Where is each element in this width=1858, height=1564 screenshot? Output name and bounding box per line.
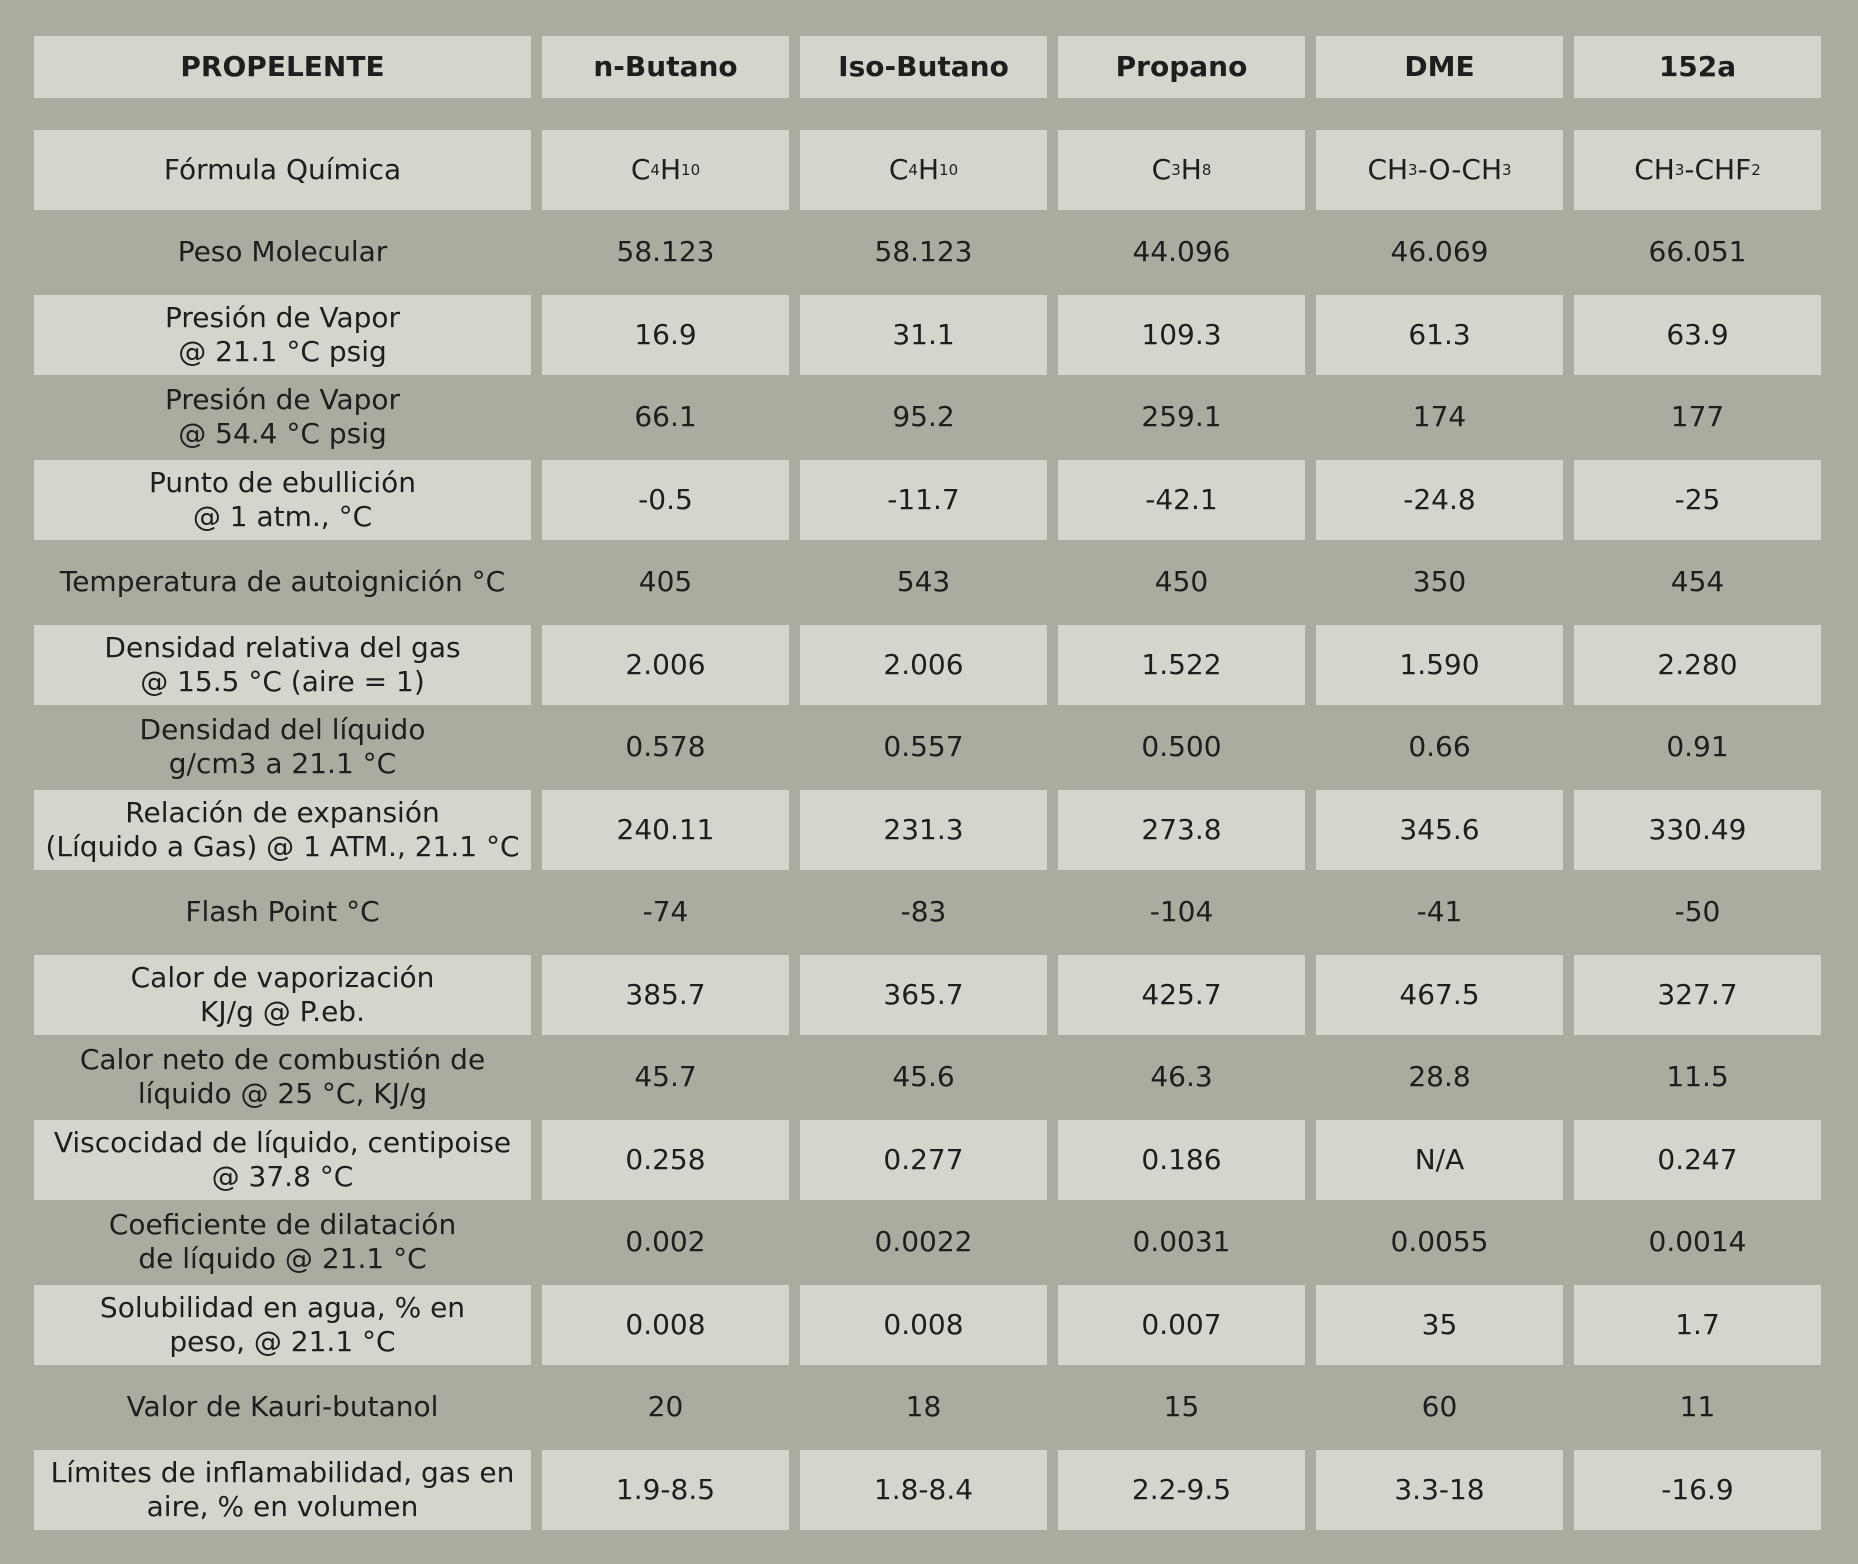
formula-text: C	[1151, 153, 1172, 187]
table-row	[34, 625, 1821, 705]
row-label: Punto de ebullición @ 1 atm., °C	[34, 460, 531, 540]
value-cell: 385.7	[542, 955, 789, 1035]
value-cell: 0.0055	[1390, 1225, 1489, 1259]
value-cell: 0.0022	[874, 1225, 973, 1259]
value-cell: 45.6	[892, 1060, 955, 1094]
value-cell: 2.280	[1574, 625, 1821, 705]
value-cell: 2.2-9.5	[1058, 1450, 1305, 1530]
header-propano: Propano	[1058, 36, 1305, 98]
row-label: Viscocidad de líquido, centipoise @ 37.8 °C	[34, 1120, 531, 1200]
formula-text: -O-CH	[1417, 153, 1503, 187]
header-152a: 152a	[1574, 36, 1821, 98]
formula-text: H	[659, 153, 682, 187]
value-cell: 345.6	[1316, 790, 1563, 870]
value-cell: 1.9-8.5	[542, 1450, 789, 1530]
value-cell: 0.277	[800, 1120, 1047, 1200]
table-row	[34, 955, 1821, 1035]
value-cell: -83	[900, 895, 947, 929]
value-cell: -0.5	[542, 460, 789, 540]
table-row	[34, 707, 1821, 787]
row-label: Relación de expansión (Líquido a Gas) @ 1 ATM., 21.1 °C	[34, 790, 531, 870]
row-label: Temperatura de autoignición °C	[59, 565, 506, 599]
value-cell: 58.123	[616, 235, 715, 269]
value-cell: 1.522	[1058, 625, 1305, 705]
row-label: Presión de Vapor @ 54.4 °C psig	[164, 383, 401, 450]
value-cell: 31.1	[800, 295, 1047, 375]
formula-text: CH	[1367, 153, 1409, 187]
value-cell: 1.8-8.4	[800, 1450, 1047, 1530]
formula-text: CH	[1634, 153, 1675, 187]
row-label: Calor de vaporización KJ/g @ P.eb.	[34, 955, 531, 1035]
value-cell: -24.8	[1316, 460, 1563, 540]
value-cell: 327.7	[1574, 955, 1821, 1035]
value-cell: -104	[1149, 895, 1214, 929]
value-cell: 0.66	[1408, 730, 1471, 764]
formula-cell: C 4 H 10	[542, 130, 789, 210]
value-cell: 3.3-18	[1316, 1450, 1563, 1530]
value-cell: 18	[905, 1390, 942, 1424]
value-cell: N/A	[1316, 1120, 1563, 1200]
formula-text: -CHF	[1684, 153, 1752, 187]
value-cell: 2.006	[800, 625, 1047, 705]
value-cell: 543	[896, 565, 951, 599]
table-row	[34, 1202, 1821, 1282]
table-row	[34, 212, 1821, 292]
value-cell: 66.051	[1648, 235, 1747, 269]
row-label: Valor de Kauri-butanol	[126, 1390, 439, 1424]
row-label: Peso Molecular	[177, 235, 388, 269]
value-cell: 259.1	[1141, 400, 1222, 434]
value-cell: 350	[1412, 565, 1467, 599]
table-row	[34, 790, 1821, 870]
value-cell: 28.8	[1408, 1060, 1471, 1094]
value-cell: -11.7	[800, 460, 1047, 540]
formula-cell: C 4 H 10	[800, 130, 1047, 210]
value-cell: 231.3	[800, 790, 1047, 870]
value-cell: 450	[1154, 565, 1209, 599]
table-row	[34, 1450, 1821, 1530]
value-cell: 44.096	[1132, 235, 1231, 269]
value-cell: 454	[1670, 565, 1725, 599]
row-label: Solubilidad en agua, % en peso, @ 21.1 °C	[34, 1285, 531, 1365]
value-cell: 11	[1679, 1390, 1716, 1424]
value-cell: 95.2	[892, 400, 955, 434]
value-cell: 0.008	[542, 1285, 789, 1365]
value-cell: 15	[1163, 1390, 1200, 1424]
value-cell: 0.0031	[1132, 1225, 1231, 1259]
value-cell: 63.9	[1574, 295, 1821, 375]
value-cell: 0.91	[1666, 730, 1729, 764]
value-cell: -16.9	[1574, 1450, 1821, 1530]
value-cell: 0.007	[1058, 1285, 1305, 1365]
value-cell: 405	[638, 565, 693, 599]
value-cell: 330.49	[1574, 790, 1821, 870]
value-cell: 240.11	[542, 790, 789, 870]
row-label: Coeficiente de dilatación de líquido @ 21.1 °C	[108, 1208, 457, 1275]
value-cell: -50	[1674, 895, 1721, 929]
value-cell: 0.002	[625, 1225, 706, 1259]
table-row	[34, 1367, 1821, 1447]
row-label: Densidad relativa del gas @ 15.5 °C (aire = 1)	[34, 625, 531, 705]
table-row	[34, 542, 1821, 622]
value-cell: 0.258	[542, 1120, 789, 1200]
formula-cell: CH 3 -O-CH 3	[1316, 130, 1563, 210]
value-cell: 46.3	[1150, 1060, 1213, 1094]
value-cell: 66.1	[634, 400, 697, 434]
header-propelente: PROPELENTE	[34, 36, 531, 98]
value-cell: 467.5	[1316, 955, 1563, 1035]
value-cell: 177	[1670, 400, 1725, 434]
header-n-butano: n-Butano	[542, 36, 789, 98]
value-cell: 2.006	[542, 625, 789, 705]
value-cell: 16.9	[542, 295, 789, 375]
value-cell: 0.578	[625, 730, 706, 764]
value-cell: 273.8	[1058, 790, 1305, 870]
header-dme: DME	[1316, 36, 1563, 98]
table-row	[34, 377, 1821, 457]
value-cell: 0.247	[1574, 1120, 1821, 1200]
value-cell: 11.5	[1666, 1060, 1729, 1094]
formula-text: C	[888, 153, 909, 187]
value-cell: 109.3	[1058, 295, 1305, 375]
value-cell: 425.7	[1058, 955, 1305, 1035]
value-cell: 20	[647, 1390, 684, 1424]
value-cell: 60	[1421, 1390, 1458, 1424]
formula-cell: C 3 H 8	[1058, 130, 1305, 210]
formula-row	[34, 130, 1821, 210]
row-label: Presión de Vapor @ 21.1 °C psig	[34, 295, 531, 375]
header-iso-butano: Iso-Butano	[800, 36, 1047, 98]
value-cell: -41	[1416, 895, 1463, 929]
value-cell: 365.7	[800, 955, 1047, 1035]
row-label: Densidad del líquido g/cm3 a 21.1 °C	[139, 713, 426, 780]
formula-cell: CH 3 -CHF 2	[1574, 130, 1821, 210]
value-cell: 0.186	[1058, 1120, 1305, 1200]
value-cell: 45.7	[634, 1060, 697, 1094]
formula-text: H	[917, 153, 940, 187]
formula-text: C	[630, 153, 651, 187]
table-row	[34, 1120, 1821, 1200]
row-label: Flash Point °C	[185, 895, 380, 929]
value-cell: -74	[642, 895, 689, 929]
value-cell: 35	[1316, 1285, 1563, 1365]
value-cell: 0.557	[883, 730, 964, 764]
header-row	[34, 36, 1821, 98]
value-cell: -25	[1574, 460, 1821, 540]
value-cell: 58.123	[874, 235, 973, 269]
value-cell: 174	[1412, 400, 1467, 434]
value-cell: 0.0014	[1648, 1225, 1747, 1259]
row-label: Calor neto de combustión de líquido @ 25 °C, KJ/g	[79, 1043, 486, 1110]
value-cell: 0.008	[800, 1285, 1047, 1365]
formula-text: H	[1180, 153, 1202, 187]
table-row	[34, 1285, 1821, 1365]
table-row	[34, 1037, 1821, 1117]
table-row	[34, 460, 1821, 540]
value-cell: 1.590	[1316, 625, 1563, 705]
table-row	[34, 872, 1821, 952]
value-cell: 1.7	[1574, 1285, 1821, 1365]
value-cell: -42.1	[1058, 460, 1305, 540]
value-cell: 46.069	[1390, 235, 1489, 269]
row-label: Límites de inflamabilidad, gas en aire, % en volumen	[34, 1450, 531, 1530]
value-cell: 61.3	[1316, 295, 1563, 375]
value-cell: 0.500	[1141, 730, 1222, 764]
table-row	[34, 295, 1821, 375]
row-label: Fórmula Química	[34, 130, 531, 210]
